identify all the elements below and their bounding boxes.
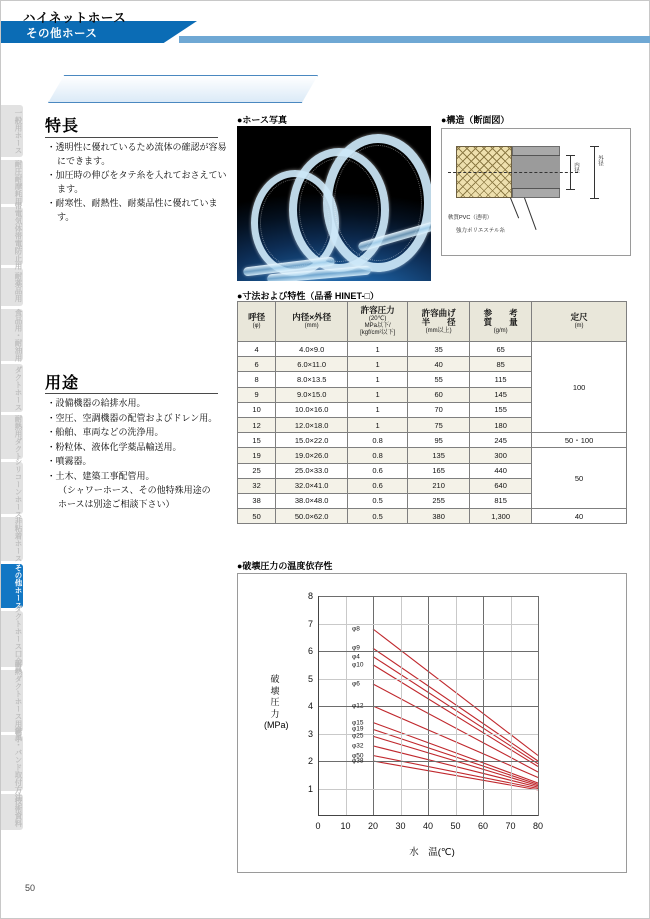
side-tab-label: 非粘着ホース <box>14 516 23 562</box>
spec-cell-weight: 440 <box>470 463 532 478</box>
spec-cell-bend: 135 <box>408 448 470 463</box>
bullet-dot: ･ <box>49 471 54 482</box>
spec-cell-nominal: 8 <box>238 372 276 387</box>
bullet-dot: ･ <box>49 428 54 438</box>
chart-x-tick-label: 30 <box>395 821 406 831</box>
product-title-banner <box>48 75 318 103</box>
chart-series-label: φ4 <box>352 653 360 660</box>
spec-cell-nominal: 19 <box>238 448 276 463</box>
spec-column-unit: (mm) <box>304 323 319 329</box>
spec-cell-length: 100 <box>532 342 627 433</box>
side-tab-13[interactable] <box>1 725 23 801</box>
spec-cell-pressure: 1 <box>348 357 408 372</box>
chart-x-tick-label: 50 <box>450 821 461 831</box>
outer-dim-tick-bottom <box>590 198 599 199</box>
chart-plot-area <box>307 591 544 831</box>
chart-gridline-horizontal <box>318 624 538 625</box>
bullet-text: 設備機器の給排水用。 <box>55 399 146 409</box>
bullet-text: 空圧、空調機器の配管およびドレン用。 <box>55 413 218 424</box>
bullet-text: 土木、建築工事配管用。 <box>55 471 155 482</box>
chart-y-tick-label: 5 <box>307 673 313 684</box>
spec-column-title: 呼径 <box>248 312 266 322</box>
bullet-text: 耐寒性、耐熱性、耐薬品性に優れています。 <box>55 199 218 223</box>
hose-photo <box>237 126 431 281</box>
chart-y-tick-label: 1 <box>307 783 313 794</box>
table-row <box>238 433 627 448</box>
spec-cell-nominal: 12 <box>238 417 276 432</box>
bullet-dot: ･ <box>49 457 54 467</box>
category-banner-tail <box>179 36 650 43</box>
side-tab-label: 耐熱用ダクト <box>14 414 23 460</box>
chart-gridline-horizontal <box>318 679 538 680</box>
table-row <box>238 448 627 463</box>
side-tab-label: 耐薬品用 <box>14 272 23 302</box>
bullet-item <box>49 398 234 412</box>
spec-cell-bend: 380 <box>408 509 470 524</box>
bullet-note: （シャワーホース、その他特殊用途の <box>58 486 211 496</box>
spec-cell-nominal: 15 <box>238 433 276 448</box>
side-tab-strip <box>1 105 23 833</box>
bullet-item <box>49 456 234 470</box>
spec-table-body <box>238 342 627 524</box>
spec-cell-size: 9.0×15.0 <box>276 387 348 402</box>
spec-cell-weight: 640 <box>470 478 532 493</box>
spec-cell-nominal: 38 <box>238 493 276 508</box>
features-heading: 特長 <box>45 116 80 135</box>
center-line <box>448 172 578 173</box>
bullet-dot: ･ <box>49 171 54 181</box>
bullet-text: 加圧時の伸びをタテ糸を入れておさえています。 <box>55 171 227 195</box>
chart-series-label: φ10 <box>352 661 364 669</box>
chart-y-tick-label: 8 <box>307 591 313 601</box>
spec-cell-bend: 210 <box>408 478 470 493</box>
structure-diagram <box>441 128 631 256</box>
spec-column-title: 内径×外径 <box>292 312 332 322</box>
bullet-text: 噴霧器。 <box>55 457 92 467</box>
inner-dim-line <box>570 155 571 189</box>
bullet-item <box>49 142 227 169</box>
uses-rule <box>45 393 218 394</box>
chart-y-axis-label-char: 破 <box>270 674 280 684</box>
side-tab-label: ダクトホース <box>14 365 23 411</box>
spec-cell-size: 19.0×26.0 <box>276 448 348 463</box>
spec-cell-bend: 70 <box>408 402 470 417</box>
side-tab-5[interactable] <box>1 309 23 361</box>
side-tab-9[interactable] <box>1 517 23 561</box>
product-title-label: ハイネットホース <box>23 11 127 25</box>
spec-column-header <box>470 302 532 342</box>
spec-cell-weight: 65 <box>470 342 532 357</box>
chart-series-label: φ6 <box>352 680 360 688</box>
spec-cell-size: 12.0×18.0 <box>276 417 348 432</box>
spec-cell-length: 50・100 <box>532 433 627 448</box>
spec-column-unit: (mm以上) <box>425 327 452 334</box>
features-list <box>49 142 227 226</box>
spec-cell-bend: 35 <box>408 342 470 357</box>
bullet-item <box>49 413 234 427</box>
spec-table-head <box>238 302 627 342</box>
chart-y-axis-label-char: 壊 <box>270 685 280 696</box>
side-tab-7[interactable] <box>1 415 23 459</box>
spec-cell-weight: 300 <box>470 448 532 463</box>
chart-series-label: φ25 <box>352 732 364 740</box>
chart-series-label: φ19 <box>352 725 364 733</box>
chart-x-tick-label: 20 <box>367 821 379 831</box>
chart-y-tick-label: 2 <box>307 756 313 766</box>
spec-cell-nominal: 6 <box>238 357 276 372</box>
bullet-item <box>49 170 227 197</box>
spec-cell-weight: 85 <box>470 357 532 372</box>
chart-y-axis <box>318 596 319 816</box>
table-row <box>238 509 627 524</box>
side-tab-label: ダクトホース口金具 <box>14 605 23 673</box>
outer-dim-tick-top <box>590 146 599 147</box>
chart-y-axis-label <box>264 674 289 732</box>
side-tab-6[interactable] <box>1 364 23 412</box>
table-row <box>238 342 627 357</box>
burst-pressure-chart <box>237 573 627 873</box>
spec-column-title: 許容圧力 <box>360 305 395 315</box>
bullet-dot: ･ <box>49 442 54 453</box>
chart-x-tick-label: 80 <box>532 821 544 831</box>
structure-caption: ●構造（断面図） <box>441 115 510 125</box>
spec-column-header <box>408 302 470 342</box>
side-tab-3[interactable] <box>1 202 23 270</box>
uses-list <box>49 398 234 512</box>
side-tab-label: 食品用･耐油用 <box>14 308 23 362</box>
spec-cell-size: 4.0×9.0 <box>276 342 348 357</box>
side-tab-2[interactable] <box>1 160 23 204</box>
side-tab-label: 耐圧耐摩耗用 <box>14 159 23 205</box>
spec-cell-pressure: 0.6 <box>348 463 408 478</box>
spec-cell-pressure: 1 <box>348 387 408 402</box>
chart-x-axis <box>318 815 538 816</box>
bullet-text: 粉粒体、液体化学薬品輸送用。 <box>55 442 182 453</box>
chart-y-tick-label: 6 <box>307 646 313 656</box>
spec-cell-bend: 75 <box>408 417 470 432</box>
chart-series-label: φ50 <box>352 752 364 759</box>
spec-column-header <box>276 302 348 342</box>
structure-annotation-pvc: 軟質PVC（透明） <box>448 215 493 221</box>
specifications-table <box>237 301 627 524</box>
side-tab-label: 帯電気体帯電防止用 <box>14 202 23 270</box>
product-title-shape <box>48 75 318 103</box>
side-tab-label: その他ホース <box>14 563 23 609</box>
chart-x-tick-label: 10 <box>340 821 351 831</box>
spec-column-unit: (φ) <box>252 323 261 329</box>
side-tab-11[interactable] <box>1 605 23 673</box>
spec-cell-size: 10.0×16.0 <box>276 402 348 417</box>
chart-y-axis-label-char: (MPa) <box>264 720 289 730</box>
side-tab-label: 耐熱ダクトホース用継手 <box>14 659 23 743</box>
uses-heading: 用途 <box>45 373 80 392</box>
spec-cell-nominal: 50 <box>238 509 276 524</box>
chart-series-label: φ32 <box>352 742 364 750</box>
spec-cell-pressure: 1 <box>348 342 408 357</box>
spec-cell-weight: 180 <box>470 417 532 432</box>
spec-cell-weight: 145 <box>470 387 532 402</box>
chart-x-tick-label: 0 <box>315 821 321 831</box>
bullet-dot: ･ <box>49 143 54 153</box>
spec-cell-weight: 815 <box>470 493 532 508</box>
category-banner-label: その他ホース <box>26 28 98 40</box>
chart-y-tick-label: 3 <box>307 728 313 739</box>
spec-column-unit: (m) <box>574 323 584 329</box>
chart-gridline-vertical <box>538 596 539 816</box>
side-tab-4[interactable] <box>1 268 23 306</box>
chart-y-axis-label-char: 圧 <box>270 697 280 707</box>
bullet-item <box>49 198 227 225</box>
spec-caption: ●寸法および特性（品番 HINET-□） <box>237 291 379 301</box>
spec-cell-bend: 55 <box>408 372 470 387</box>
spec-column-header <box>532 302 627 342</box>
spec-cell-size: 6.0×11.0 <box>276 357 348 372</box>
spec-cell-weight: 115 <box>470 372 532 387</box>
side-tab-label: 金具･バンド取付方法 <box>14 725 23 801</box>
chart-gridline-horizontal <box>318 596 538 597</box>
bullet-item <box>49 427 234 441</box>
spec-cell-size: 50.0×62.0 <box>276 509 348 524</box>
spec-cell-pressure: 1 <box>348 372 408 387</box>
spec-cell-bend: 60 <box>408 387 470 402</box>
spec-column-header <box>238 302 276 342</box>
spec-cell-nominal: 10 <box>238 402 276 417</box>
spec-cell-length: 40 <box>532 509 627 524</box>
chart-x-tick-label: 40 <box>422 821 434 831</box>
spec-cell-size: 25.0×33.0 <box>276 463 348 478</box>
chart-y-tick-label: 7 <box>307 618 313 629</box>
spec-cell-nominal: 25 <box>238 463 276 478</box>
chart-x-tick-label: 60 <box>477 821 489 831</box>
chart-gridline-horizontal <box>318 651 538 652</box>
chart-y-tick-label: 4 <box>307 701 313 711</box>
spec-column-title: 許容曲げ 半 径 <box>421 307 456 327</box>
spec-cell-nominal: 9 <box>238 387 276 402</box>
spec-cell-bend: 95 <box>408 433 470 448</box>
spec-cell-size: 8.0×13.5 <box>276 372 348 387</box>
outer-dim-label: 外径 <box>597 155 603 166</box>
bullet-text: 船舶、車両などの洗浄用。 <box>55 428 164 438</box>
spec-cell-bend: 255 <box>408 493 470 508</box>
side-tab-1[interactable] <box>1 105 23 157</box>
spec-column-unit: (g/m) <box>493 327 508 334</box>
spec-column-title: 定尺 <box>570 312 588 322</box>
chart-caption: ●破壊圧力の温度依存性 <box>237 561 333 571</box>
chart-gridline-horizontal <box>318 734 538 735</box>
spec-cell-weight: 245 <box>470 433 532 448</box>
chart-x-axis-label: 水 温(℃) <box>409 847 455 858</box>
side-tab-label: シリコーンホース <box>14 458 23 518</box>
chart-gridline-horizontal <box>318 761 538 762</box>
chart-series-label: φ9 <box>352 644 360 652</box>
chart-gridline-horizontal <box>318 789 538 790</box>
spec-cell-nominal: 4 <box>238 342 276 357</box>
inner-dim-tick-top <box>566 155 575 156</box>
bullet-dot: ･ <box>49 413 54 424</box>
bullet-dot: ･ <box>49 399 54 409</box>
chart-y-axis-label-char: 力 <box>270 708 280 719</box>
inner-dim-label: 内径 <box>573 162 579 173</box>
inner-dim-tick-bottom <box>566 189 575 190</box>
chart-gridline-horizontal <box>318 706 538 707</box>
chart-series-label: φ8 <box>352 625 360 633</box>
photo-caption: ●ホース写真 <box>237 115 287 125</box>
side-tab-10[interactable] <box>1 564 23 608</box>
spec-cell-size: 38.0×48.0 <box>276 493 348 508</box>
spec-cell-pressure: 0.8 <box>348 448 408 463</box>
spec-column-header <box>348 302 408 342</box>
spec-cell-weight: 1,300 <box>470 509 532 524</box>
spec-column-title: 参 考 質 量 <box>483 307 518 327</box>
bullet-item <box>49 471 234 485</box>
spec-cell-weight: 155 <box>470 402 532 417</box>
chart-series-label: φ38 <box>352 757 364 765</box>
bullet-item <box>49 442 234 456</box>
spec-column-unit: (20℃) MPa以下/ [kgf/cm²以下] <box>360 316 396 336</box>
spec-cell-pressure: 0.6 <box>348 478 408 493</box>
spec-cell-pressure: 1 <box>348 402 408 417</box>
features-rule <box>45 137 218 138</box>
outer-dim-line <box>594 146 595 198</box>
spec-cell-pressure: 0.5 <box>348 509 408 524</box>
spec-cell-pressure: 0.8 <box>348 433 408 448</box>
side-tab-14[interactable] <box>1 794 23 830</box>
bullet-note: ホースは別途ご相談下さい） <box>58 499 175 510</box>
chart-series-label: φ15 <box>352 719 364 726</box>
bullet-text: 透明性に優れているため流体の確認が容易にできます。 <box>55 143 227 167</box>
spec-header-row <box>238 302 627 342</box>
spec-cell-pressure: 0.5 <box>348 493 408 508</box>
side-tab-12[interactable] <box>1 659 23 743</box>
side-tab-label: 一般用ホース <box>14 108 23 154</box>
leader-line-polyester <box>524 198 537 230</box>
spec-cell-bend: 40 <box>408 357 470 372</box>
spec-cell-length: 50 <box>532 448 627 509</box>
spec-cell-size: 32.0×41.0 <box>276 478 348 493</box>
spec-cell-size: 15.0×22.0 <box>276 433 348 448</box>
chart-series-label: φ12 <box>352 702 364 710</box>
spec-cell-nominal: 32 <box>238 478 276 493</box>
leader-line-pvc <box>510 198 519 219</box>
spec-cell-bend: 165 <box>408 463 470 478</box>
side-tab-8[interactable] <box>1 458 23 518</box>
side-tab-label: 技術資料 <box>14 797 23 827</box>
bullet-dot: ･ <box>49 199 54 209</box>
chart-x-tick-label: 70 <box>505 821 516 831</box>
page-number: 50 <box>25 883 36 893</box>
structure-annotation-polyester: 強力ポリエステル糸 <box>456 228 506 234</box>
spec-cell-pressure: 1 <box>348 417 408 432</box>
